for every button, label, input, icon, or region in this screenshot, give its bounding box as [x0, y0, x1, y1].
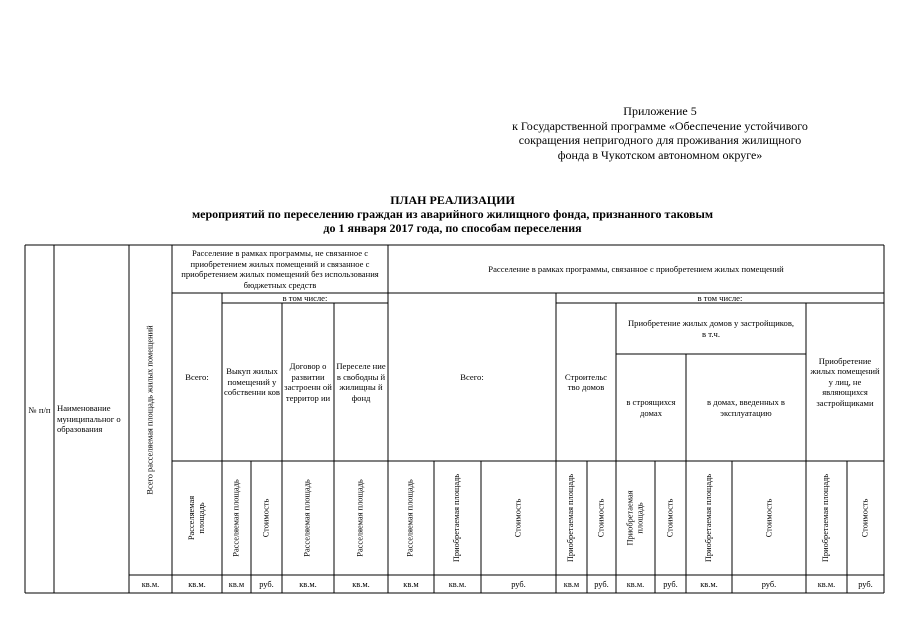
subheader-area: Расселяемая площадь [303, 479, 313, 557]
subheader-cost: Стоимость [764, 498, 773, 538]
subheader-cost: Стоимость [860, 498, 870, 538]
unit-cell: руб. [594, 579, 609, 589]
subheader-acquired-area: Приобретаемая площадь [452, 473, 462, 563]
g2-construction-header: Строительс тво домов [564, 371, 608, 392]
column-municipality-header: Наименование муниципальног о образования [57, 403, 121, 435]
g1-contract-header: Договор о развитии застроенн ой территор ии [284, 361, 332, 403]
unit-cell: руб. [511, 579, 526, 589]
unit-cell: кв.м. [817, 579, 836, 589]
including-header-2: в том числе: [697, 292, 743, 303]
unit-cell: кв.м [228, 579, 245, 589]
unit-cell: кв.м. [448, 579, 467, 589]
unit-cell: кв.м [563, 579, 580, 589]
g2-purchase-developers-header: Приобретение жилых домов у застройщиков, в т.ч. [627, 318, 795, 339]
column-total-area-header: Всего расселяемая площадь жилых помещений [145, 325, 155, 495]
unit-cell: кв.м. [700, 579, 718, 589]
appendix-line-3: сокращения непригодного для проживания жилищного [518, 133, 802, 147]
g2-purchase-non-developers-header: Приобретение жилых помещений у лиц, не являющихся застройщиками [810, 355, 880, 408]
unit-cell: руб. [663, 579, 678, 589]
subheader-acquired-area: Приобретаемая площадь [704, 473, 713, 563]
subheader-cost: Стоимость [596, 498, 606, 538]
subheader-acquired-area: Приобретаемая площадь [821, 473, 831, 563]
subheader-area: Расселяемая площадь [356, 479, 366, 557]
unit-cell: руб. [858, 579, 873, 589]
subheader-area: Расселяемая площадь [187, 495, 206, 541]
subheader-cost: Стоимость [513, 498, 523, 538]
title-line-1: ПЛАН РЕАЛИЗАЦИИ [390, 193, 515, 207]
g1-total-header: Всего: [185, 371, 209, 382]
subheader-area: Расселяемая площадь [231, 479, 241, 557]
unit-cell: руб. [259, 579, 274, 589]
subheader-acquired-area: Приобретаемая площадь [625, 490, 645, 546]
unit-cell: кв.м. [352, 579, 370, 589]
unit-cell: кв.м. [141, 579, 160, 589]
unit-cell: кв.м. [626, 579, 645, 589]
appendix-line-4: фонда в Чукотском автономном округе» [557, 147, 763, 162]
g2-commissioned-header: в домах, введенных в эксплуатацию [707, 397, 785, 418]
group-not-purchase-header: Расселение в рамках программы, не связанное с приобретением жилых помещений и связанное с приобретением жилых помещений без использования бюджетных средств [181, 248, 379, 290]
column-number-header: № п/п [28, 404, 51, 415]
unit-cell: кв.м. [188, 579, 206, 589]
subheader-acquired-area: Приобретаемая площадь [566, 473, 576, 563]
g2-total-header: Всего: [460, 371, 484, 382]
g1-buyout-header: Выкуп жилых помещений у собственни ков [224, 366, 280, 398]
including-header-1: в том числе: [282, 292, 328, 303]
appendix-line-1: Приложение 5 [623, 104, 697, 118]
g2-under-construction-header: в строящихся домах [626, 397, 676, 418]
title-line-3: до 1 января 2017 года, по способам переселения [323, 221, 582, 235]
unit-cell: руб. [761, 579, 777, 589]
unit-cell: кв.м. [299, 579, 317, 589]
group-purchase-header: Расселение в рамках программы, связанное с приобретением жилых помещений [488, 263, 784, 274]
subheader-area: Расселяемая площадь [406, 479, 416, 557]
subheader-cost: Стоимость [665, 498, 675, 538]
subheader-cost: Стоимость [261, 498, 271, 538]
title-line-2: мероприятий по переселению граждан из аварийного жилищного фонда, признанного таковым [191, 207, 714, 221]
appendix-line-2: к Государственной программе «Обеспечение устойчивого [512, 118, 808, 133]
unit-cell: кв.м [403, 579, 419, 589]
g1-relocation-header: Переселе ние в свободны й жилищны й фонд [336, 361, 386, 403]
